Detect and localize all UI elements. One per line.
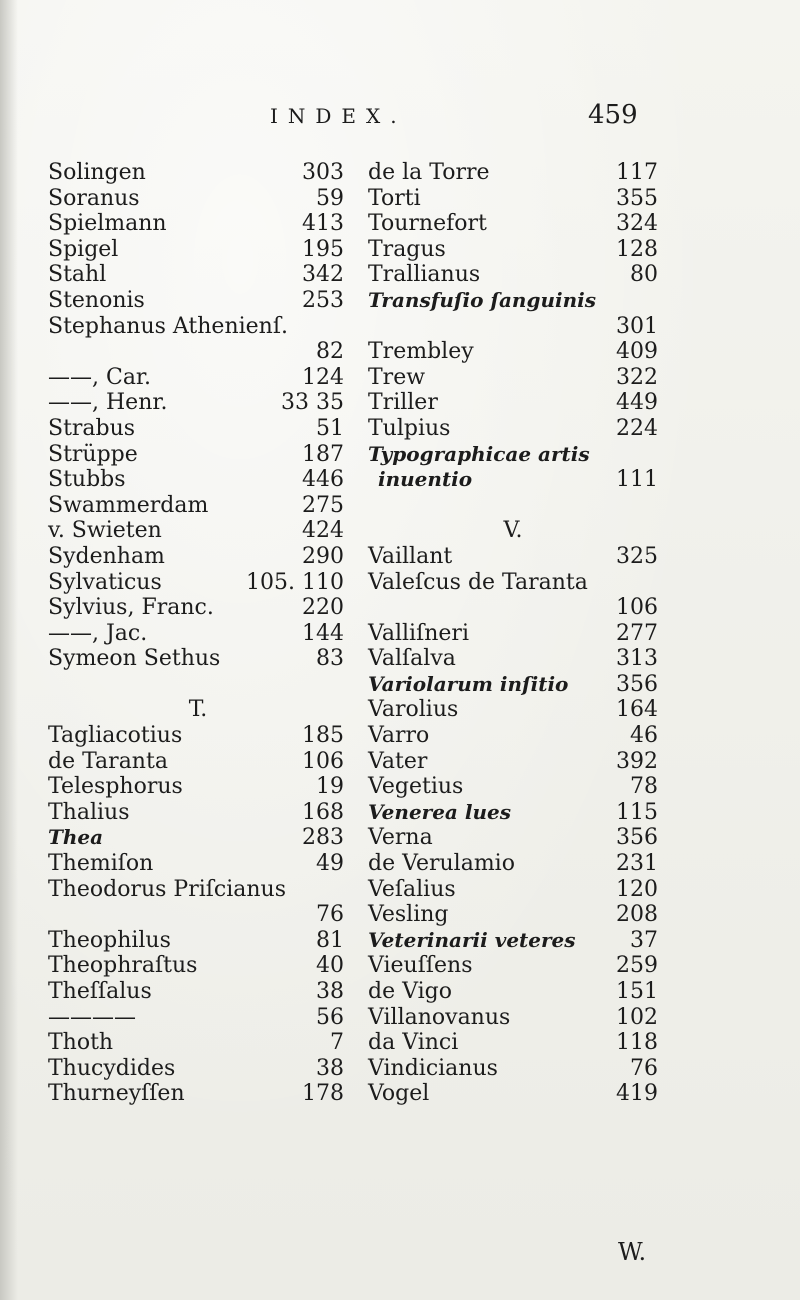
entry-name: Tragus — [368, 236, 446, 262]
entry-name: ——, Jac. — [48, 620, 148, 646]
index-entry — [368, 774, 658, 800]
index-entry — [48, 570, 348, 596]
index-entry — [368, 237, 658, 263]
entry-page: 449 — [616, 390, 658, 416]
entry-page: 59 — [316, 185, 344, 211]
entry-name: Stahl — [48, 262, 107, 288]
entry-name: ——, Car. — [48, 364, 152, 390]
entry-name: de Verulamio — [368, 851, 515, 877]
entry-name: Thea — [48, 825, 104, 850]
index-entry — [48, 262, 348, 288]
index-entry — [368, 442, 658, 468]
entry-page: 76 — [630, 1055, 658, 1081]
index-entry — [368, 544, 658, 570]
entry-page: 324 — [616, 211, 658, 237]
index-entry — [368, 953, 658, 979]
index-entry — [368, 390, 658, 416]
entry-name: Stubbs — [48, 467, 126, 493]
entry-name: Sylvius, Franc. — [48, 595, 214, 621]
index-entry — [48, 621, 348, 647]
entry-page: 38 — [316, 1055, 344, 1081]
index-entry — [368, 365, 658, 391]
entry-name: Trallianus — [368, 262, 481, 288]
entry-page: 409 — [616, 339, 658, 365]
index-entry — [368, 160, 658, 186]
entry-page: 151 — [616, 979, 658, 1004]
entry-page: 106 — [616, 595, 658, 621]
index-entry — [368, 928, 658, 954]
index-entry — [368, 1056, 658, 1082]
entry-page: 301 — [616, 313, 658, 339]
entry-name: Thucydides — [48, 1055, 176, 1081]
index-entry — [48, 1030, 348, 1056]
index-entry — [368, 825, 658, 851]
entry-name: Solingen — [48, 160, 146, 185]
index-entry — [48, 339, 348, 365]
index-entry — [368, 467, 658, 493]
index-entry — [48, 979, 348, 1005]
entry-page: 51 — [316, 415, 344, 441]
entry-page: 356 — [616, 825, 658, 851]
entry-page: 56 — [316, 1004, 344, 1030]
index-entry — [48, 288, 348, 314]
index-entry — [368, 1081, 658, 1107]
index-entry — [368, 646, 658, 672]
entry-page: 83 — [316, 646, 344, 672]
entry-name: Theodorus Priſcianus — [48, 876, 287, 902]
entry-name: Typographicae artis — [368, 441, 590, 466]
index-entry — [368, 416, 658, 442]
entry-name: Vieuſſens — [368, 953, 473, 979]
entry-name: Thalius — [48, 799, 130, 825]
entry-page: 424 — [302, 518, 344, 544]
entry-page: 81 — [316, 927, 344, 953]
entry-name: Swammerdam — [48, 492, 209, 518]
index-entry — [368, 262, 658, 288]
entry-page: 164 — [616, 697, 658, 723]
entry-name: Vindicianus — [368, 1055, 498, 1081]
entry-name: Theſſalus — [48, 979, 152, 1004]
entry-name: Trembley — [368, 339, 474, 365]
entry-name: ———— — [48, 1004, 136, 1030]
entry-page: 185 — [302, 723, 344, 749]
index-entry — [48, 493, 348, 519]
entry-name: Themiſon — [48, 851, 154, 877]
entry-page: 392 — [616, 748, 658, 774]
entry-name: Venerea lues — [368, 799, 511, 824]
index-entry — [48, 390, 348, 416]
entry-page: 277 — [616, 620, 658, 646]
entry-page: 38 — [316, 979, 344, 1004]
entry-page: 105. 110 — [246, 569, 344, 595]
index-entry — [48, 160, 348, 186]
entry-name: Thurneyſſen — [48, 1081, 185, 1107]
entry-name: da Vinci — [368, 1030, 459, 1056]
entry-name: Thoth — [48, 1030, 114, 1056]
entry-name: Spigel — [48, 236, 119, 262]
entry-name: Soranus — [48, 185, 140, 211]
entry-name: Telesphorus — [48, 774, 183, 800]
entry-name: Sydenham — [48, 543, 165, 569]
index-entry — [368, 493, 658, 519]
entry-name: Veterinarii veteres — [368, 927, 576, 952]
entry-page: 413 — [302, 211, 344, 237]
index-entry — [48, 672, 348, 698]
entry-page: 33 35 — [281, 390, 344, 416]
entry-page: 106 — [302, 748, 344, 774]
index-entry — [368, 800, 658, 826]
index-entry — [368, 902, 658, 928]
page-number: 459 — [588, 100, 638, 130]
entry-page: 208 — [616, 902, 658, 928]
entry-name: Triller — [368, 390, 438, 416]
entry-page: 355 — [616, 185, 658, 211]
entry-name: Valſalva — [368, 646, 456, 672]
letter-heading — [368, 518, 658, 544]
index-entry — [368, 288, 658, 314]
index-entry — [368, 1005, 658, 1031]
index-entry — [368, 877, 658, 903]
entry-name: ——, Henr. — [48, 390, 168, 416]
index-entry — [48, 749, 348, 775]
index-entry — [48, 595, 348, 621]
index-entry — [368, 314, 658, 340]
entry-name: Vegetius — [368, 774, 464, 800]
index-entry — [368, 979, 658, 1005]
entry-name: Sylvaticus — [48, 569, 162, 595]
entry-name: Spielmann — [48, 211, 167, 237]
index-entry — [48, 953, 348, 979]
entry-page: 231 — [616, 851, 658, 877]
entry-name: Vaillant — [368, 543, 453, 569]
index-entry — [48, 518, 348, 544]
index-entry — [368, 186, 658, 212]
index-entry — [48, 1056, 348, 1082]
entry-name: Vater — [368, 748, 428, 774]
entry-name: V. — [503, 518, 523, 544]
index-entry — [368, 851, 658, 877]
entry-page: 80 — [630, 262, 658, 288]
entry-page: 224 — [616, 415, 658, 441]
index-entry — [48, 442, 348, 468]
entry-name: Stenonis — [48, 287, 145, 313]
entry-name: Vesling — [368, 902, 449, 928]
index-entry — [48, 646, 348, 672]
entry-page: 187 — [302, 441, 344, 467]
index-entry — [48, 877, 348, 903]
index-entry — [368, 749, 658, 775]
entry-page: 7 — [330, 1030, 344, 1056]
entry-name: Strüppe — [48, 441, 138, 467]
index-entry — [48, 416, 348, 442]
page-gutter-shadow — [0, 0, 18, 1300]
entry-name: Tagliacotius — [48, 723, 183, 749]
entry-name: Tulpius — [368, 415, 451, 441]
index-entry — [48, 186, 348, 212]
entry-page: 283 — [302, 825, 344, 851]
index-entry — [48, 544, 348, 570]
entry-page: 322 — [616, 364, 658, 390]
entry-page: 356 — [616, 671, 658, 697]
index-entry — [368, 570, 658, 596]
entry-name: Veſalius — [368, 876, 456, 902]
entry-name: Valliſneri — [368, 620, 469, 646]
entry-page: 37 — [630, 927, 658, 953]
entry-name: T. — [188, 697, 208, 723]
entry-page: 342 — [302, 262, 344, 288]
index-column-left — [48, 160, 348, 1107]
entry-page: 128 — [616, 236, 658, 262]
index-entry — [48, 902, 348, 928]
entry-page: 117 — [616, 160, 658, 185]
index-entry — [48, 365, 348, 391]
entry-page: 168 — [302, 799, 344, 825]
index-entry — [48, 825, 348, 851]
entry-page: 102 — [616, 1004, 658, 1030]
index-entry — [48, 237, 348, 263]
index-entry — [48, 928, 348, 954]
entry-name: Varro — [368, 723, 430, 749]
index-entry — [368, 697, 658, 723]
entry-page: 290 — [302, 543, 344, 569]
entry-page: 46 — [630, 723, 658, 749]
entry-name: Transfuſio ſanguinis — [368, 287, 596, 312]
index-entry — [368, 595, 658, 621]
index-entry — [368, 1030, 658, 1056]
entry-page: 82 — [316, 339, 344, 365]
index-entry — [48, 723, 348, 749]
entry-page: 303 — [302, 160, 344, 185]
entry-name: Varolius — [368, 697, 459, 723]
index-column-right — [368, 160, 658, 1107]
entry-page: 120 — [616, 876, 658, 902]
running-head: INDEX. — [270, 104, 407, 128]
entry-name: Stephanus Athenienſ. — [48, 313, 288, 339]
entry-page: 220 — [302, 595, 344, 621]
entry-name: Verna — [368, 825, 433, 851]
entry-page: 124 — [302, 364, 344, 390]
entry-page: 419 — [616, 1081, 658, 1107]
entry-page: 19 — [316, 774, 344, 800]
entry-name: Vogel — [368, 1081, 430, 1107]
index-entry — [48, 800, 348, 826]
index-entry — [368, 723, 658, 749]
entry-name: Theophilus — [48, 927, 171, 953]
entry-page: 144 — [302, 620, 344, 646]
entry-name: de la Torre — [368, 160, 490, 185]
entry-page: 253 — [302, 287, 344, 313]
entry-name: Torti — [368, 185, 421, 211]
index-entry — [48, 211, 348, 237]
index-entry — [48, 1081, 348, 1107]
entry-page: 275 — [302, 492, 344, 518]
entry-page: 118 — [616, 1030, 658, 1056]
entry-name: inuentio — [378, 467, 473, 492]
index-entry — [368, 621, 658, 647]
entry-page: 325 — [616, 543, 658, 569]
entry-page: 78 — [630, 774, 658, 800]
entry-page: 178 — [302, 1081, 344, 1107]
letter-heading — [48, 697, 348, 723]
page-header — [0, 100, 800, 140]
entry-page: 313 — [616, 646, 658, 672]
entry-name: de Taranta — [48, 748, 168, 774]
index-entry — [368, 339, 658, 365]
entry-name: Villanovanus — [368, 1004, 511, 1030]
index-entry — [48, 314, 348, 340]
catchword: W. — [618, 1238, 647, 1266]
index-entry — [48, 774, 348, 800]
entry-name: Valeſcus de Taranta — [368, 569, 588, 595]
index-entry — [368, 672, 658, 698]
entry-page: 111 — [616, 467, 658, 493]
entry-name: Variolarum inſitio — [368, 671, 569, 696]
entry-name: v. Swieten — [48, 518, 162, 544]
index-entry — [368, 211, 658, 237]
entry-page: 446 — [302, 467, 344, 493]
entry-name: de Vigo — [368, 979, 452, 1004]
entry-name: Theophraſtus — [48, 953, 198, 979]
entry-name: Strabus — [48, 415, 136, 441]
entry-page: 49 — [316, 851, 344, 877]
entry-page: 195 — [302, 236, 344, 262]
index-entry — [48, 467, 348, 493]
entry-page: 40 — [316, 953, 344, 979]
entry-page: 259 — [616, 953, 658, 979]
entry-name: Trew — [368, 364, 426, 390]
entry-page: 76 — [316, 902, 344, 928]
entry-name: Tournefort — [368, 211, 487, 237]
index-entry — [48, 851, 348, 877]
index-entry — [48, 1005, 348, 1031]
entry-name: Symeon Sethus — [48, 646, 221, 672]
entry-page: 115 — [616, 799, 658, 825]
